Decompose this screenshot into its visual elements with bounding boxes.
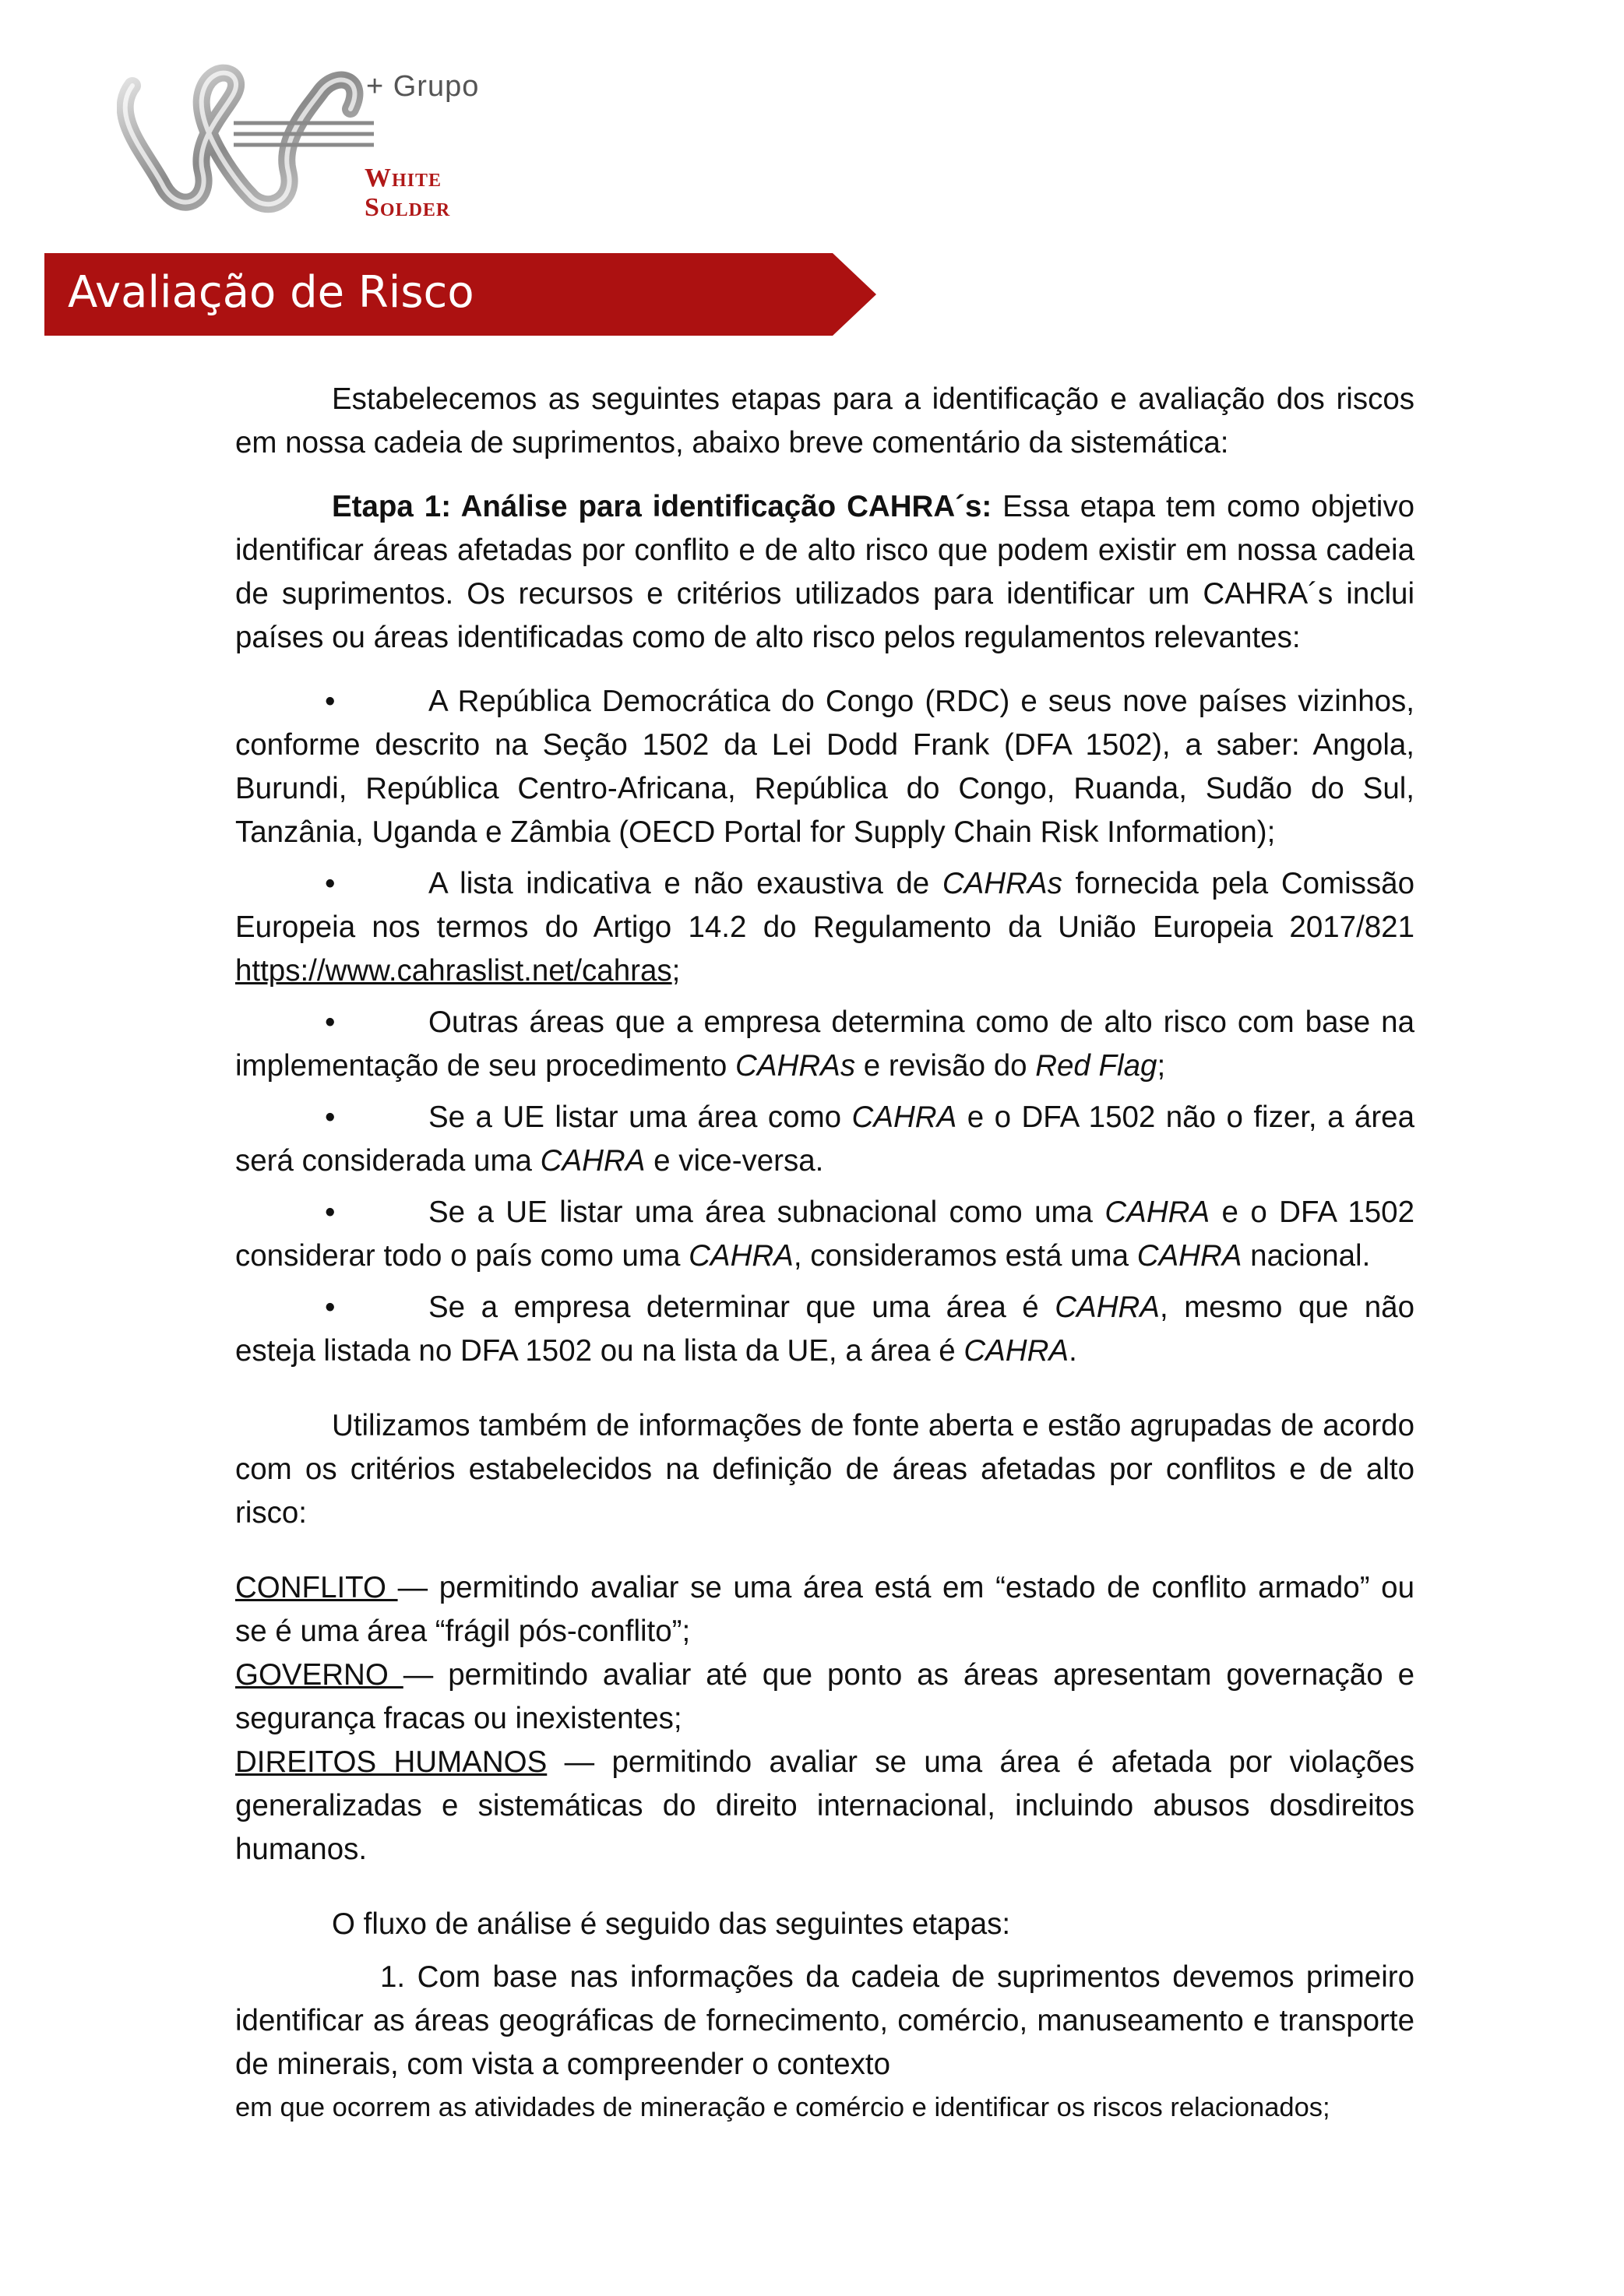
etapa1-paragraph (235, 485, 1414, 660)
numbered-item-1-continued: em que ocorrem as atividades de mineração e comércio e identificar os riscos relacionados; (235, 2093, 1330, 2122)
bullet-text: Se a empresa determinar que uma área é (428, 1291, 1055, 1324)
bullet-item (235, 1001, 1414, 1088)
bullet-italic: CAHRA (963, 1334, 1069, 1368)
conflito-criterion (235, 1566, 1414, 1653)
direitos-criterion (235, 1741, 1414, 1872)
bullet-text: A República Democrática do Congo (RDC) e seus nove países vizinhos, conforme descrito na Seção 1502 da Lei Dodd Frank (DFA 1502), a saber: Angola, Burundi, República Centro-Africana, República do Congo, Ruanda, Sudão do Sul, Tanzânia, Uganda e Zâmbia (OECD Portal for Supply Chain Risk Information); (235, 685, 1414, 849)
bullet-text: ; (671, 954, 681, 988)
bullet-text: Se a UE listar uma área como (428, 1100, 852, 1134)
bullet-italic: CAHRAs (942, 867, 1062, 900)
bullet-text: nacional. (1242, 1239, 1371, 1273)
bullet-text: e vice-versa. (645, 1144, 824, 1178)
company-logo (117, 62, 514, 222)
bullet-item (235, 680, 1414, 854)
numbered-item-1: 1. Com base nas informações da cadeia de suprimentos devemos primeiro identificar as áreas geográficas de fornecimento, comércio, manuseamento e transporte de minerais, com vista a compreender o contexto (235, 1960, 1414, 2081)
bullet-text: A lista indicativa e não exaustiva de (428, 867, 942, 900)
bullet-italic: Red Flag (1035, 1049, 1157, 1083)
fontes-paragraph: Utilizamos também de informações de fonte aberta e estão agrupadas de acordo com os critérios estabelecidos na definição de áreas afetadas por conflitos e de alto risco: (235, 1409, 1414, 1530)
bullet-text: . (1069, 1334, 1077, 1368)
bullet-text: , consideramos está uma (793, 1239, 1137, 1273)
bullet-text: fornecida pela Comissão Europeia nos termos do Artigo 14.2 do Regulamento da União Europeia 2017/821 (235, 867, 1414, 944)
fluxo-paragraph: O fluxo de análise é seguido das seguintes etapas: (332, 1907, 1011, 1941)
bullet-italic: CAHRA (1104, 1196, 1210, 1229)
bullet-item (235, 1191, 1414, 1278)
conflito-text: — permitindo avaliar se uma área está em “estado de conflito armado” ou se é uma área “frágil pós-conflito”; (235, 1571, 1414, 1648)
bullet-italic: CAHRA (851, 1100, 957, 1134)
logo-group-text: + Grupo (366, 70, 480, 103)
bullet-item (235, 1096, 1414, 1183)
etapa1-text: Essa etapa tem como objetivo identificar áreas afetadas por conflito e de alto risco que podem existir em nossa cadeia de suprimentos. Os recursos e critérios utilizados para identificar um CAHRA´s inclui países ou áreas identificadas como de alto risco pelos regulamentos relevantes: (235, 490, 1414, 654)
bullet-item (235, 1286, 1414, 1373)
bullet-icon: • (325, 1005, 336, 1039)
logo-mark-icon (117, 62, 374, 218)
conflito-label: CONFLITO (235, 1571, 398, 1604)
logo-company-name: White Solder (365, 164, 451, 222)
bullet-icon: • (325, 867, 336, 900)
bullet-text: e o DFA 1502 considerar todo o país como uma (235, 1196, 1414, 1273)
governo-criterion (235, 1653, 1414, 1741)
bullet-italic: CAHRA (689, 1239, 794, 1273)
bullet-italic: CAHRA (540, 1144, 646, 1178)
bullet-text: Outras áreas que a empresa determina como de alto risco com base na implementação de seu procedimento (235, 1005, 1414, 1083)
bullet-icon: • (325, 685, 336, 718)
bullet-icon: • (325, 1100, 336, 1134)
bullet-italic: CAHRA (1136, 1239, 1242, 1273)
intro-paragraph: Estabelecemos as seguintes etapas para a identificação e avaliação dos riscos em nossa cadeia de suprimentos, abaixo breve comentário da sistemática: (235, 382, 1414, 460)
direitos-label: DIREITOS HUMANOS (235, 1745, 548, 1779)
bullet-text: e revisão do (855, 1049, 1036, 1083)
bullet-text: e o DFA 1502 não o fizer, a área será considerada uma (235, 1100, 1414, 1178)
cahraslist-link[interactable]: https://www.cahraslist.net/cahras (235, 954, 672, 988)
governo-label: GOVERNO (235, 1658, 403, 1692)
etapa1-title: Etapa 1: Análise para identificação CAHRA´s: (332, 490, 992, 523)
bullet-text: ; (1157, 1049, 1166, 1083)
bullet-item (235, 862, 1414, 993)
governo-text: — permitindo avaliar até que ponto as áreas apresentam governação e segurança fracas ou inexistentes; (235, 1658, 1414, 1735)
bullet-icon: • (325, 1291, 336, 1324)
bullet-italic: CAHRA (1055, 1291, 1160, 1324)
page-title: Avaliação de Risco (68, 267, 474, 318)
bullet-text: , mesmo que não esteja listada no DFA 1502 ou na lista da UE, a área é (235, 1291, 1414, 1368)
direitos-text: — permitindo avaliar se uma área é afetada por violações generalizadas e sistemáticas do direito internacional, incluindo abusos dosdireitos humanos. (235, 1745, 1415, 1866)
document-body (235, 378, 1414, 2129)
bullet-italic: CAHRAs (735, 1049, 856, 1083)
bullet-icon: • (325, 1196, 336, 1229)
bullet-text: Se a UE listar uma área subnacional como uma (428, 1196, 1105, 1229)
section-title-banner (44, 253, 876, 336)
